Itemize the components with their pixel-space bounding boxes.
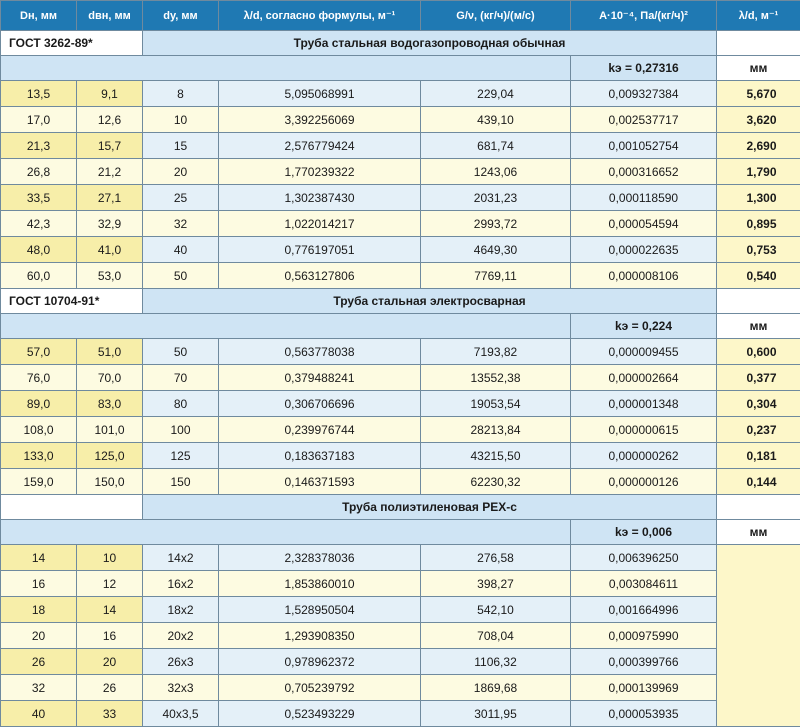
roughness-unit: мм [717, 520, 800, 545]
cell-a-coefficient: 0,000000262 [571, 443, 717, 469]
section-header-row [1, 495, 800, 520]
cell-lambda-per-d: 1,300 [717, 185, 800, 211]
cell-outer-diameter: 33,5 [1, 185, 77, 211]
cell-g-over-v: 1869,68 [421, 675, 571, 701]
table-row [1, 263, 800, 289]
cell-inner-diameter: 33 [77, 701, 143, 727]
cell-inner-diameter: 150,0 [77, 469, 143, 495]
roughness-spacer [1, 314, 571, 339]
cell-lambda-per-d: 0,181 [717, 443, 800, 469]
roughness-row [1, 314, 800, 339]
cell-outer-diameter: 42,3 [1, 211, 77, 237]
cell-outer-diameter: 14 [1, 545, 77, 571]
table-row [1, 417, 800, 443]
cell-lambda-formula: 1,302387430 [219, 185, 421, 211]
cell-inner-diameter: 12,6 [77, 107, 143, 133]
table-row [1, 443, 800, 469]
cell-inner-diameter: 14 [77, 597, 143, 623]
cell-nominal-diameter: 80 [143, 391, 219, 417]
cell-inner-diameter: 16 [77, 623, 143, 649]
cell-lambda-formula: 2,576779424 [219, 133, 421, 159]
cell-a-coefficient: 0,000000126 [571, 469, 717, 495]
cell-a-coefficient: 0,001664996 [571, 597, 717, 623]
cell-lambda-per-d: 3,620 [717, 107, 800, 133]
table-row [1, 391, 800, 417]
cell-g-over-v: 7769,11 [421, 263, 571, 289]
cell-lambda-formula: 0,705239792 [219, 675, 421, 701]
header-lambda-per-d: λ/d, м⁻¹ [717, 1, 800, 31]
cell-inner-diameter: 26 [77, 675, 143, 701]
section-header-row [1, 31, 800, 56]
cell-nominal-diameter: 16x2 [143, 571, 219, 597]
table-row [1, 545, 800, 571]
section-gost [1, 495, 143, 520]
cell-nominal-diameter: 15 [143, 133, 219, 159]
cell-inner-diameter: 27,1 [77, 185, 143, 211]
cell-a-coefficient: 0,000054594 [571, 211, 717, 237]
cell-lambda-per-d: 0,600 [717, 339, 800, 365]
cell-nominal-diameter: 32x3 [143, 675, 219, 701]
cell-lambda-per-d: 0,753 [717, 237, 800, 263]
cell-lambda-formula: 0,563778038 [219, 339, 421, 365]
cell-g-over-v: 1106,32 [421, 649, 571, 675]
section-header-blank [717, 31, 800, 56]
cell-lambda-formula: 1,853860010 [219, 571, 421, 597]
cell-outer-diameter: 21,3 [1, 133, 77, 159]
cell-inner-diameter: 21,2 [77, 159, 143, 185]
roughness-unit: мм [717, 56, 800, 81]
table-row [1, 571, 800, 597]
table-row [1, 597, 800, 623]
cell-g-over-v: 229,04 [421, 81, 571, 107]
cell-nominal-diameter: 26x3 [143, 649, 219, 675]
table-row [1, 675, 800, 701]
table-row [1, 107, 800, 133]
cell-inner-diameter: 70,0 [77, 365, 143, 391]
cell-lambda-per-d: 0,377 [717, 365, 800, 391]
cell-inner-diameter: 101,0 [77, 417, 143, 443]
cell-nominal-diameter: 20x2 [143, 623, 219, 649]
table-row [1, 649, 800, 675]
roughness-value: kэ = 0,224 [571, 314, 717, 339]
section-header-blank [717, 495, 800, 520]
section-title: Труба стальная водогазопроводная обычная [143, 31, 717, 56]
cell-a-coefficient: 0,006396250 [571, 545, 717, 571]
cell-outer-diameter: 17,0 [1, 107, 77, 133]
cell-g-over-v: 4649,30 [421, 237, 571, 263]
cell-inner-diameter: 12 [77, 571, 143, 597]
cell-lambda-formula: 0,776197051 [219, 237, 421, 263]
table-row [1, 365, 800, 391]
header-inner-diameter: dвн, мм [77, 1, 143, 31]
cell-nominal-diameter: 18x2 [143, 597, 219, 623]
cell-a-coefficient: 0,000975990 [571, 623, 717, 649]
cell-lambda-formula: 1,022014217 [219, 211, 421, 237]
cell-nominal-diameter: 14x2 [143, 545, 219, 571]
table-row [1, 701, 800, 727]
cell-outer-diameter: 26 [1, 649, 77, 675]
cell-g-over-v: 62230,32 [421, 469, 571, 495]
cell-outer-diameter: 133,0 [1, 443, 77, 469]
cell-nominal-diameter: 8 [143, 81, 219, 107]
cell-lambda-per-d: 0,895 [717, 211, 800, 237]
section-title: Труба стальная электросварная [143, 289, 717, 314]
cell-a-coefficient: 0,000139969 [571, 675, 717, 701]
cell-inner-diameter: 32,9 [77, 211, 143, 237]
cell-nominal-diameter: 70 [143, 365, 219, 391]
cell-outer-diameter: 32 [1, 675, 77, 701]
cell-a-coefficient: 0,000118590 [571, 185, 717, 211]
cell-a-coefficient: 0,000008106 [571, 263, 717, 289]
cell-g-over-v: 439,10 [421, 107, 571, 133]
roughness-row [1, 520, 800, 545]
cell-inner-diameter: 125,0 [77, 443, 143, 469]
cell-g-over-v: 708,04 [421, 623, 571, 649]
cell-a-coefficient: 0,009327384 [571, 81, 717, 107]
cell-a-coefficient: 0,000001348 [571, 391, 717, 417]
cell-a-coefficient: 0,000053935 [571, 701, 717, 727]
cell-outer-diameter: 26,8 [1, 159, 77, 185]
cell-lambda-formula: 2,328378036 [219, 545, 421, 571]
header-row [1, 1, 800, 31]
cell-lambda-formula: 0,379488241 [219, 365, 421, 391]
cell-a-coefficient: 0,001052754 [571, 133, 717, 159]
header-lambda-formula: λ/d, согласно формулы, м⁻¹ [219, 1, 421, 31]
cell-a-coefficient: 0,000000615 [571, 417, 717, 443]
cell-nominal-diameter: 25 [143, 185, 219, 211]
cell-lambda-per-d: 0,237 [717, 417, 800, 443]
header-nominal-diameter: dу, мм [143, 1, 219, 31]
cell-nominal-diameter: 50 [143, 339, 219, 365]
cell-lambda-per-d: 0,304 [717, 391, 800, 417]
cell-inner-diameter: 20 [77, 649, 143, 675]
table-row [1, 469, 800, 495]
cell-lambda-per-d: 2,690 [717, 133, 800, 159]
section-header-row [1, 289, 800, 314]
cell-lambda-formula: 1,293908350 [219, 623, 421, 649]
cell-nominal-diameter: 125 [143, 443, 219, 469]
cell-a-coefficient: 0,002537717 [571, 107, 717, 133]
cell-lambda-formula: 1,528950504 [219, 597, 421, 623]
cell-lambda-formula: 5,095068991 [219, 81, 421, 107]
section-gost: ГОСТ 3262-89* [1, 31, 143, 56]
roughness-spacer [1, 56, 571, 81]
cell-lambda-formula: 0,978962372 [219, 649, 421, 675]
cell-lambda-formula: 0,306706696 [219, 391, 421, 417]
cell-nominal-diameter: 32 [143, 211, 219, 237]
cell-lambda-per-d: 5,670 [717, 81, 800, 107]
header-g-over-v: G/ν, (кг/ч)/(м/с) [421, 1, 571, 31]
cell-lambda-formula: 0,523493229 [219, 701, 421, 727]
cell-nominal-diameter: 150 [143, 469, 219, 495]
cell-inner-diameter: 10 [77, 545, 143, 571]
table-row [1, 623, 800, 649]
table-row [1, 81, 800, 107]
cell-outer-diameter: 18 [1, 597, 77, 623]
roughness-spacer [1, 520, 571, 545]
cell-inner-diameter: 53,0 [77, 263, 143, 289]
cell-outer-diameter: 76,0 [1, 365, 77, 391]
cell-outer-diameter: 57,0 [1, 339, 77, 365]
cell-inner-diameter: 9,1 [77, 81, 143, 107]
cell-g-over-v: 13552,38 [421, 365, 571, 391]
cell-lambda-formula: 1,770239322 [219, 159, 421, 185]
cell-g-over-v: 1243,06 [421, 159, 571, 185]
cell-inner-diameter: 41,0 [77, 237, 143, 263]
cell-nominal-diameter: 50 [143, 263, 219, 289]
cell-nominal-diameter: 10 [143, 107, 219, 133]
cell-lambda-formula: 0,563127806 [219, 263, 421, 289]
cell-outer-diameter: 16 [1, 571, 77, 597]
cell-lambda-per-d: 0,144 [717, 469, 800, 495]
cell-nominal-diameter: 100 [143, 417, 219, 443]
section-gost: ГОСТ 10704-91* [1, 289, 143, 314]
cell-outer-diameter: 60,0 [1, 263, 77, 289]
cell-lambda-formula: 0,146371593 [219, 469, 421, 495]
cell-lambda-formula: 0,183637183 [219, 443, 421, 469]
cell-inner-diameter: 83,0 [77, 391, 143, 417]
table-body [1, 31, 800, 727]
cell-g-over-v: 398,27 [421, 571, 571, 597]
table-row [1, 339, 800, 365]
cell-lambda-per-d: 1,790 [717, 159, 800, 185]
cell-outer-diameter: 108,0 [1, 417, 77, 443]
cell-lambda-per-d-blank [717, 545, 800, 727]
cell-g-over-v: 28213,84 [421, 417, 571, 443]
table-row [1, 237, 800, 263]
cell-a-coefficient: 0,003084611 [571, 571, 717, 597]
cell-a-coefficient: 0,000022635 [571, 237, 717, 263]
cell-a-coefficient: 0,000009455 [571, 339, 717, 365]
cell-a-coefficient: 0,000316652 [571, 159, 717, 185]
table-row [1, 133, 800, 159]
cell-inner-diameter: 51,0 [77, 339, 143, 365]
cell-inner-diameter: 15,7 [77, 133, 143, 159]
roughness-value: kэ = 0,27316 [571, 56, 717, 81]
cell-g-over-v: 542,10 [421, 597, 571, 623]
cell-lambda-per-d: 0,540 [717, 263, 800, 289]
roughness-unit: мм [717, 314, 800, 339]
cell-nominal-diameter: 40 [143, 237, 219, 263]
roughness-row [1, 56, 800, 81]
cell-g-over-v: 43215,50 [421, 443, 571, 469]
table-row [1, 185, 800, 211]
cell-g-over-v: 7193,82 [421, 339, 571, 365]
cell-lambda-formula: 0,239976744 [219, 417, 421, 443]
cell-g-over-v: 19053,54 [421, 391, 571, 417]
table-row [1, 159, 800, 185]
cell-outer-diameter: 48,0 [1, 237, 77, 263]
cell-g-over-v: 681,74 [421, 133, 571, 159]
cell-outer-diameter: 89,0 [1, 391, 77, 417]
roughness-value: kэ = 0,006 [571, 520, 717, 545]
cell-g-over-v: 2031,23 [421, 185, 571, 211]
cell-g-over-v: 276,58 [421, 545, 571, 571]
cell-g-over-v: 3011,95 [421, 701, 571, 727]
section-title: Труба полиэтиленовая PEX-c [143, 495, 717, 520]
header-outer-diameter: Dн, мм [1, 1, 77, 31]
table-row [1, 211, 800, 237]
cell-a-coefficient: 0,000002664 [571, 365, 717, 391]
cell-nominal-diameter: 40x3,5 [143, 701, 219, 727]
cell-outer-diameter: 13,5 [1, 81, 77, 107]
cell-a-coefficient: 0,000399766 [571, 649, 717, 675]
cell-g-over-v: 2993,72 [421, 211, 571, 237]
cell-outer-diameter: 40 [1, 701, 77, 727]
cell-outer-diameter: 159,0 [1, 469, 77, 495]
cell-lambda-formula: 3,392256069 [219, 107, 421, 133]
section-header-blank [717, 289, 800, 314]
cell-nominal-diameter: 20 [143, 159, 219, 185]
cell-outer-diameter: 20 [1, 623, 77, 649]
header-a-coefficient: A·10⁻⁴, Па/(кг/ч)² [571, 1, 717, 31]
